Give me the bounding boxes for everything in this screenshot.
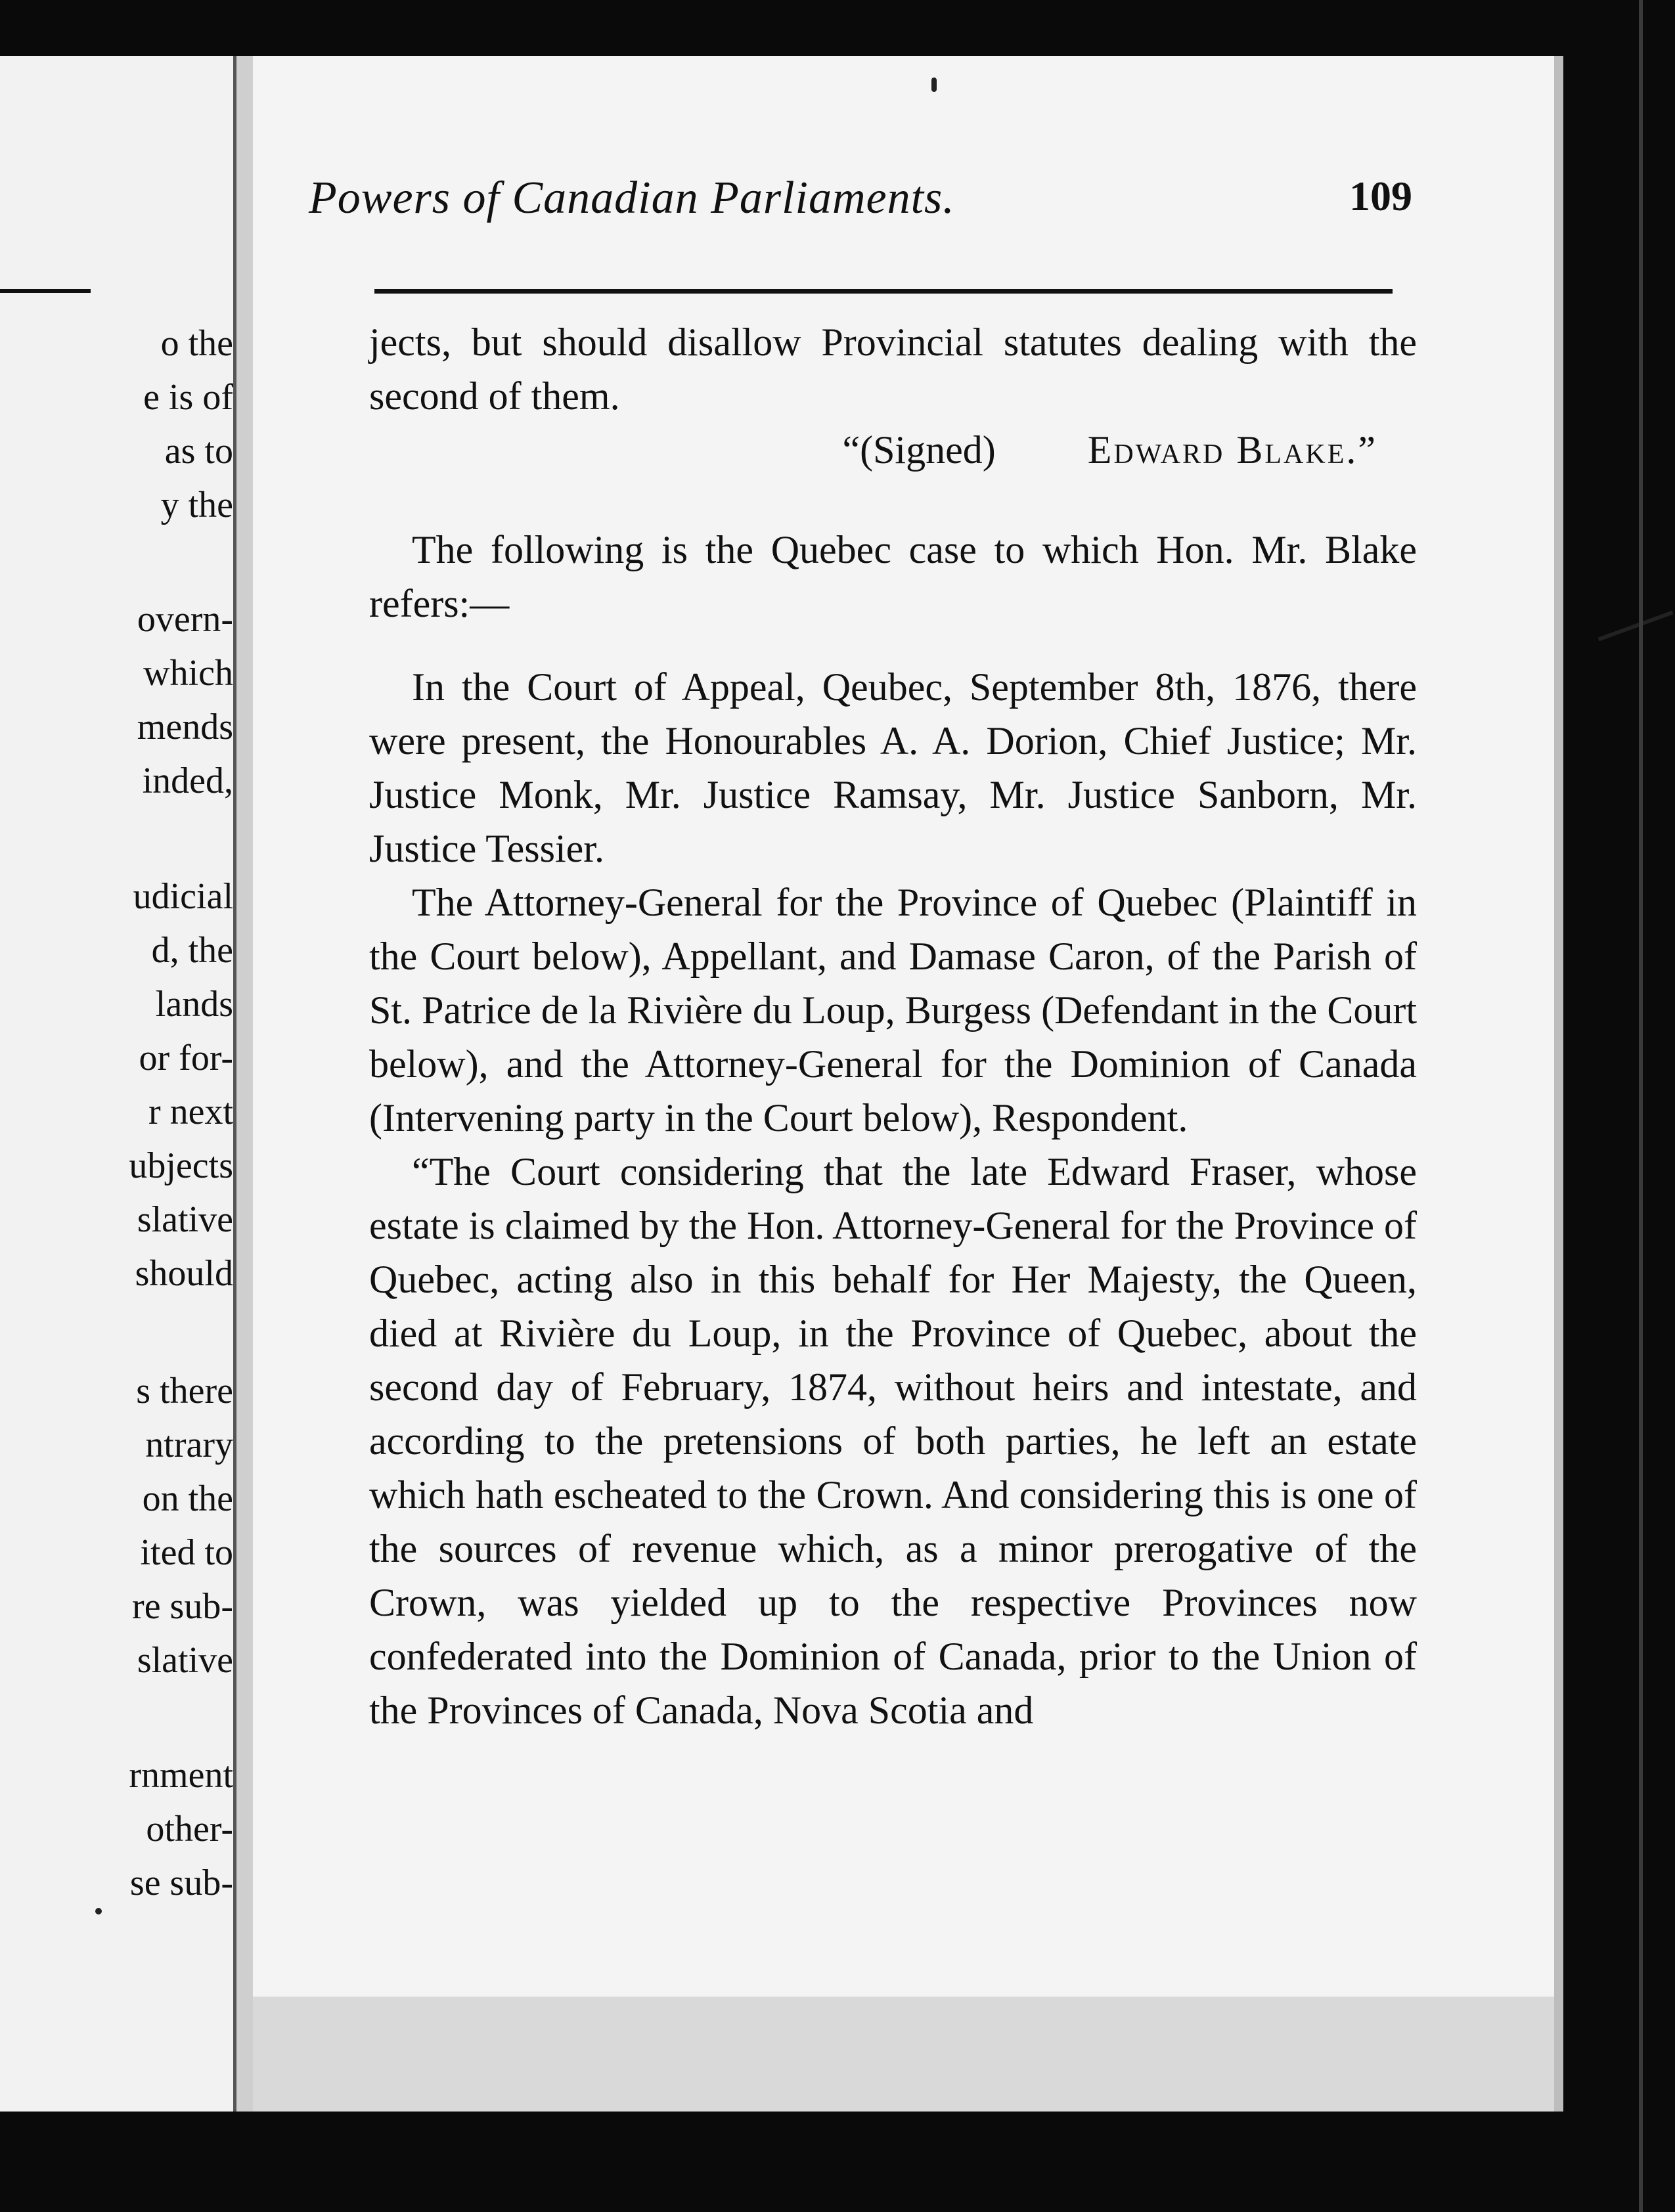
page-number: 109 bbox=[1349, 173, 1412, 219]
paragraph-continuation: jects, but should disallow Provincial statutes dealing with the second of them. bbox=[369, 321, 1417, 418]
left-line: s there bbox=[136, 1371, 233, 1411]
left-line: o the bbox=[160, 323, 233, 364]
scan-edge-line bbox=[1639, 0, 1643, 2212]
left-line: e is of bbox=[143, 377, 233, 418]
left-line: on the bbox=[142, 1478, 233, 1519]
left-line: udicial bbox=[133, 876, 233, 917]
left-line: ntrary bbox=[145, 1425, 233, 1465]
left-line: or for- bbox=[139, 1038, 233, 1078]
left-line: lands bbox=[155, 984, 233, 1025]
left-line: ubjects bbox=[129, 1145, 233, 1186]
left-line: should bbox=[135, 1253, 233, 1294]
paragraph-parties: The Attorney-General for the Province of Quebec (Plaintiff in the Court below), Appellant, and Damase Caron, of the Parish of St. Patrice de la Rivière du Loup, Burgess (Defendant in the Court below), and the Attorney-General for the Dominion of Canada (Intervening party in the Court below), Respondent. bbox=[369, 881, 1417, 1139]
paragraph-intro: The following is the Quebec case to which Hon. Mr. Blake refers:— bbox=[369, 528, 1417, 625]
scan-mark bbox=[1598, 611, 1674, 642]
book-gutter bbox=[236, 56, 253, 2112]
left-page-fragment bbox=[0, 56, 237, 2112]
signature-label: “(Signed) bbox=[842, 428, 996, 472]
signature-name: Edward Blake.” bbox=[1087, 428, 1377, 472]
left-line: r next bbox=[148, 1092, 233, 1132]
ink-speck bbox=[931, 77, 937, 92]
left-line: re sub- bbox=[132, 1586, 233, 1627]
running-head bbox=[309, 172, 1412, 225]
left-line: which bbox=[143, 653, 233, 694]
page-body bbox=[369, 315, 1417, 1737]
left-line: overn- bbox=[137, 599, 233, 640]
left-line: slative bbox=[137, 1640, 233, 1681]
left-page-rule bbox=[0, 289, 91, 293]
left-line: as to bbox=[164, 431, 233, 472]
left-line: se sub- bbox=[129, 1863, 233, 1903]
page-bottom-edge bbox=[253, 1997, 1554, 2112]
left-line: d, the bbox=[151, 930, 233, 971]
left-line: slative bbox=[137, 1199, 233, 1240]
paragraph-court: In the Court of Appeal, Qeubec, September 8th, 1876, there were present, the Honourables A. A. Dorion, Chief Justice; Mr. Justice Monk, Mr. Justice Ramsay, Mr. Justice Sanborn, Mr. Justice Tessier. bbox=[369, 665, 1417, 870]
left-line: inded, bbox=[142, 761, 233, 801]
signature-line bbox=[369, 423, 1417, 477]
header-rule bbox=[374, 289, 1393, 294]
left-line: ited to bbox=[140, 1532, 233, 1573]
ink-speck bbox=[95, 1908, 102, 1914]
left-line: y the bbox=[160, 485, 233, 525]
running-title: Powers of Canadian Parliaments. bbox=[309, 173, 955, 223]
left-line: other- bbox=[146, 1809, 233, 1849]
left-line: rnment bbox=[129, 1755, 233, 1796]
paragraph-judgment: “The Court considering that the late Edward Fraser, whose estate is claimed by the Hon. Attorney-General for the Province of Quebec, acting also in this behalf for Her Majesty, the Queen, died at Rivière du Loup, in the Province of Quebec, about the second day of February, 1874, without heirs and intestate, and according to the pretensions of both parties, he left an estate which hath escheated to the Crown. And considering this is one of the sources of revenue which, as a minor prerogative of the Crown, was yielded up to the respective Provinces now confederated into the Dominion of Canada, prior to the Union of the Provinces of Canada, Nova Scotia and bbox=[369, 1150, 1417, 1732]
left-line: mends bbox=[137, 707, 233, 747]
